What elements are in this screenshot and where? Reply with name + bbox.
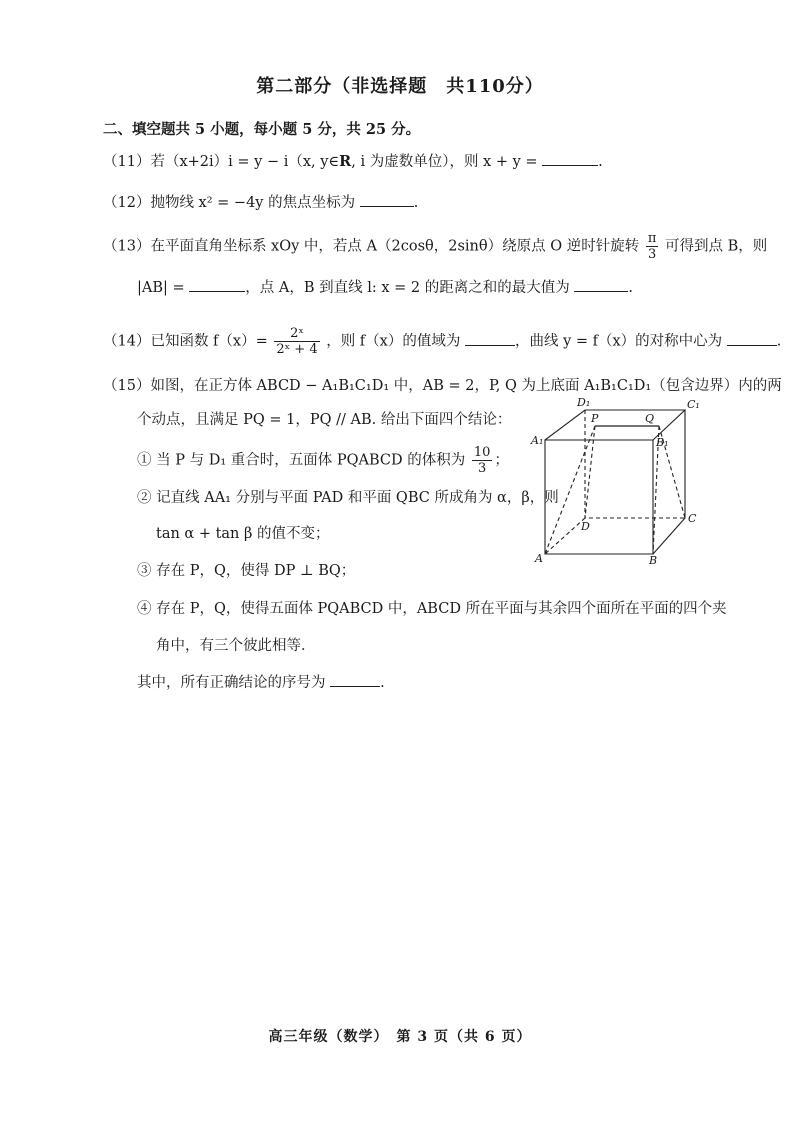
q15-c1-frac-den: 3 bbox=[477, 461, 487, 476]
question-13 bbox=[103, 232, 767, 261]
q14-frac-den: 2ˣ + 4 bbox=[276, 342, 318, 357]
section-heading: 二、填空题共 5 小题，每小题 5 分，共 25 分。 bbox=[103, 121, 421, 138]
q13-text-pre: 在平面直角坐标系 xOy 中，若点 A（2cosθ，2sinθ）绕原点 O 逆时针旋转 bbox=[150, 238, 640, 255]
q13-frac-num: π bbox=[647, 231, 657, 246]
q11-end: . bbox=[598, 154, 603, 170]
q15-conclusion-3: ③ 存在 P，Q，使得 DP ⊥ BQ； bbox=[137, 563, 356, 579]
q14-answer-blank-1[interactable] bbox=[465, 331, 515, 346]
q11-real-set: R bbox=[339, 153, 352, 170]
q15-conclusion-2a: ② 记直线 AA₁ 分别与平面 PAD 和平面 QBC 所成角为 α，β，则 bbox=[137, 490, 559, 506]
question-14 bbox=[103, 327, 781, 356]
label-D1: D₁ bbox=[577, 396, 591, 409]
cube-figure bbox=[525, 392, 705, 572]
q14-fraction bbox=[274, 327, 319, 356]
question-13-line2 bbox=[137, 276, 633, 297]
q15-end: . bbox=[380, 675, 385, 691]
label-D: D bbox=[581, 520, 590, 533]
q15-answer-blank[interactable] bbox=[330, 672, 380, 687]
label-B1: B₁ bbox=[656, 436, 669, 449]
q15-c1-fraction bbox=[472, 446, 493, 475]
q14-text-mid: ，则 f（x）的值域为 bbox=[326, 333, 461, 350]
q15-line2: 个动点，且满足 PQ = 1，PQ // AB. 给出下面四个结论： bbox=[137, 412, 512, 428]
q13-number: （13） bbox=[103, 238, 151, 255]
q13-text-post: 可得到点 B，则 bbox=[665, 238, 768, 255]
label-A: A bbox=[535, 552, 543, 565]
q15-conclusion-2b: tan α + tan β 的值不变； bbox=[156, 526, 330, 542]
q14-end: . bbox=[776, 333, 782, 350]
q13-answer-blank-2[interactable] bbox=[574, 277, 628, 292]
question-11 bbox=[103, 150, 603, 171]
cube-front-face bbox=[545, 440, 653, 554]
q13-end: . bbox=[628, 280, 633, 296]
q11-text-post: , i 为虚数单位），则 x + y = bbox=[351, 154, 538, 170]
q13-line2-mid: ，点 A，B 到直线 l: x = 2 的距离之和的最大值为 bbox=[245, 280, 570, 296]
q15-final-text: 其中，所有正确结论的序号为 bbox=[137, 675, 326, 691]
q11-answer-blank[interactable] bbox=[542, 151, 598, 166]
q12-answer-blank[interactable] bbox=[360, 192, 414, 207]
question-12 bbox=[103, 191, 418, 212]
q15-c1-text: ① 当 P 与 D₁ 重合时，五面体 PQABCD 的体积为 bbox=[137, 452, 466, 469]
q15-c1-frac-num: 10 bbox=[473, 445, 491, 460]
q15-conclusion-4b: 角中，有三个彼此相等． bbox=[156, 638, 316, 654]
label-C: C bbox=[688, 512, 697, 525]
q15-number: （15） bbox=[103, 378, 151, 394]
label-B: B bbox=[649, 554, 658, 567]
q15-conclusion-1 bbox=[137, 446, 509, 475]
q12-number: （12） bbox=[103, 195, 151, 211]
q15-final bbox=[137, 671, 385, 692]
q13-frac-den: 3 bbox=[647, 247, 657, 262]
q14-number: （14） bbox=[103, 333, 151, 350]
q12-end: . bbox=[413, 195, 419, 211]
q11-text-pre: 若（x+2i）i = y − i（x, y∈ bbox=[150, 154, 340, 170]
q14-text-mid2: ，曲线 y = f（x）的对称中心为 bbox=[514, 333, 723, 350]
q11-number: （11） bbox=[103, 154, 151, 170]
q13-line2-pre: |AB| = bbox=[137, 280, 185, 296]
label-Q: Q bbox=[645, 412, 655, 425]
q14-frac-num: 2ˣ bbox=[274, 327, 319, 342]
q15-conclusion-4a: ④ 存在 P，Q，使得五面体 PQABCD 中，ABCD 所在平面与其余四个面所在平面的四个夹 bbox=[137, 601, 727, 617]
cube-hidden-edges bbox=[545, 410, 685, 554]
q13-fraction bbox=[646, 232, 659, 261]
q14-answer-blank-2[interactable] bbox=[727, 331, 777, 346]
cube-top-edges bbox=[545, 410, 685, 554]
q13-answer-blank-1[interactable] bbox=[189, 277, 245, 292]
q14-text-pre: 已知函数 f（x）= bbox=[150, 333, 268, 350]
label-P: P bbox=[591, 412, 599, 425]
label-C1: C₁ bbox=[687, 398, 700, 411]
q15-line1: 如图，在正方体 ABCD − A₁B₁C₁D₁ 中，AB = 2，P, Q 为上底面 A₁B₁C₁D₁（包含边界）内的两 bbox=[150, 378, 782, 394]
page-title: 第二部分（非选择题 共110分） bbox=[256, 76, 544, 97]
label-A1: A₁ bbox=[531, 434, 544, 447]
q12-text: 抛物线 x² = −4y 的焦点坐标为 bbox=[150, 195, 356, 211]
q15-c1-end: ； bbox=[494, 452, 509, 469]
page-footer: 高三年级（数学） 第 3 页（共 6 页） bbox=[268, 1029, 532, 1045]
